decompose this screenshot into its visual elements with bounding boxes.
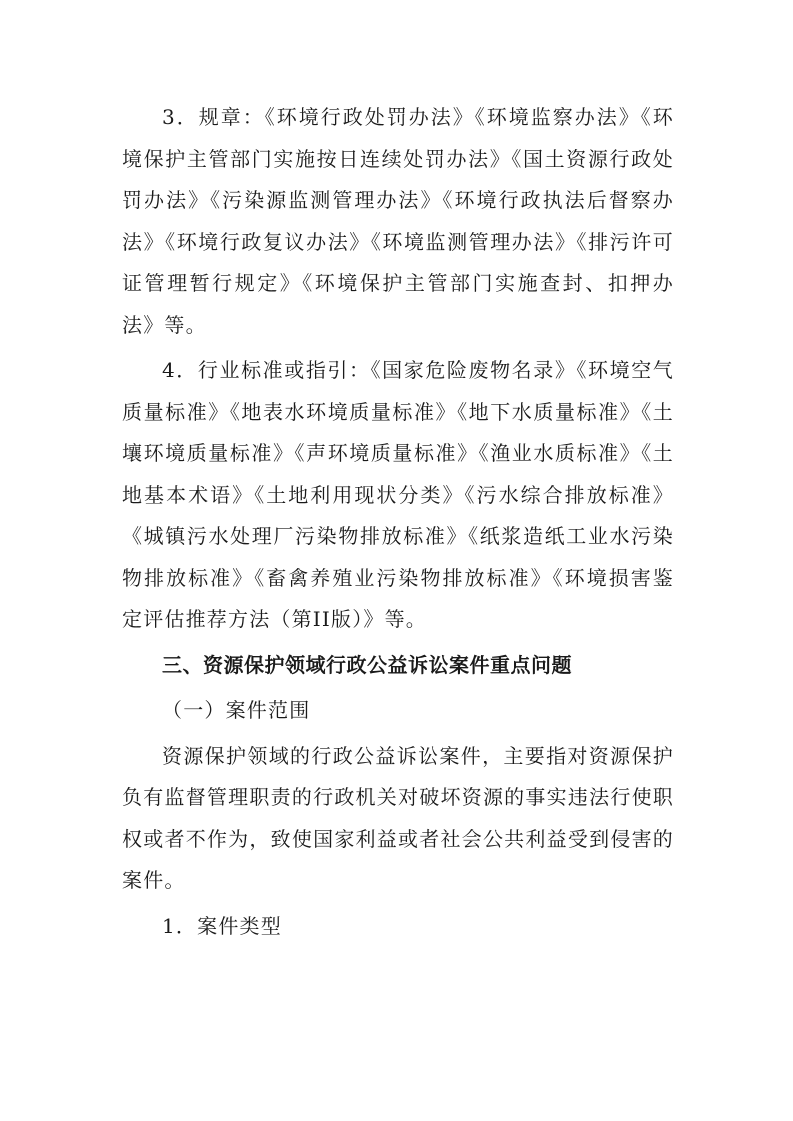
item-case-types: 1．案件类型 bbox=[162, 913, 282, 938]
subsection-heading: （一）案件范围 bbox=[162, 698, 311, 722]
paragraph-regulations: 3．规章：《环境行政处罚办法》《环境监察办法》《环境保护主管部门实施按日连续处罚办法》《国土资源行政处罚办法》《污染源监测管理办法》《环境行政执法后督察办法》《环境行政复议办法》《环境监测管理办法》《排污许可证管理暂行规定》《环境保护主管部门实施查封、扣押办法》等。 bbox=[122, 105, 674, 337]
section-heading: 三、资源保护领域行政公益诉讼案件重点问题 bbox=[162, 652, 572, 677]
paragraph-industry-standards: 4．行业标准或指引：《国家危险废物名录》《环境空气质量标准》《地表水环境质量标准》《地下水质量标准》《土壤环境质量标准》《声环境质量标准》《渔业水质标准》《土地基本术语》《土地利用现状分类》《污水综合排放标准》《城镇污水处理厂污染物排放标准》《纸浆造纸工业水污染物排放标准》《畜禽养殖业污染物排放标准》《环境损害鉴定评估推荐方法（第II版）》等。 bbox=[122, 358, 674, 631]
document-body bbox=[122, 97, 674, 947]
paragraph-case-scope: 资源保护领域的行政公益诉讼案件，主要指对资源保护负有监督管理职责的行政机关对破坏资源的事实违法行使职权或者不作为，致使国家利益或者社会公共利益受到侵害的案件。 bbox=[122, 743, 674, 892]
